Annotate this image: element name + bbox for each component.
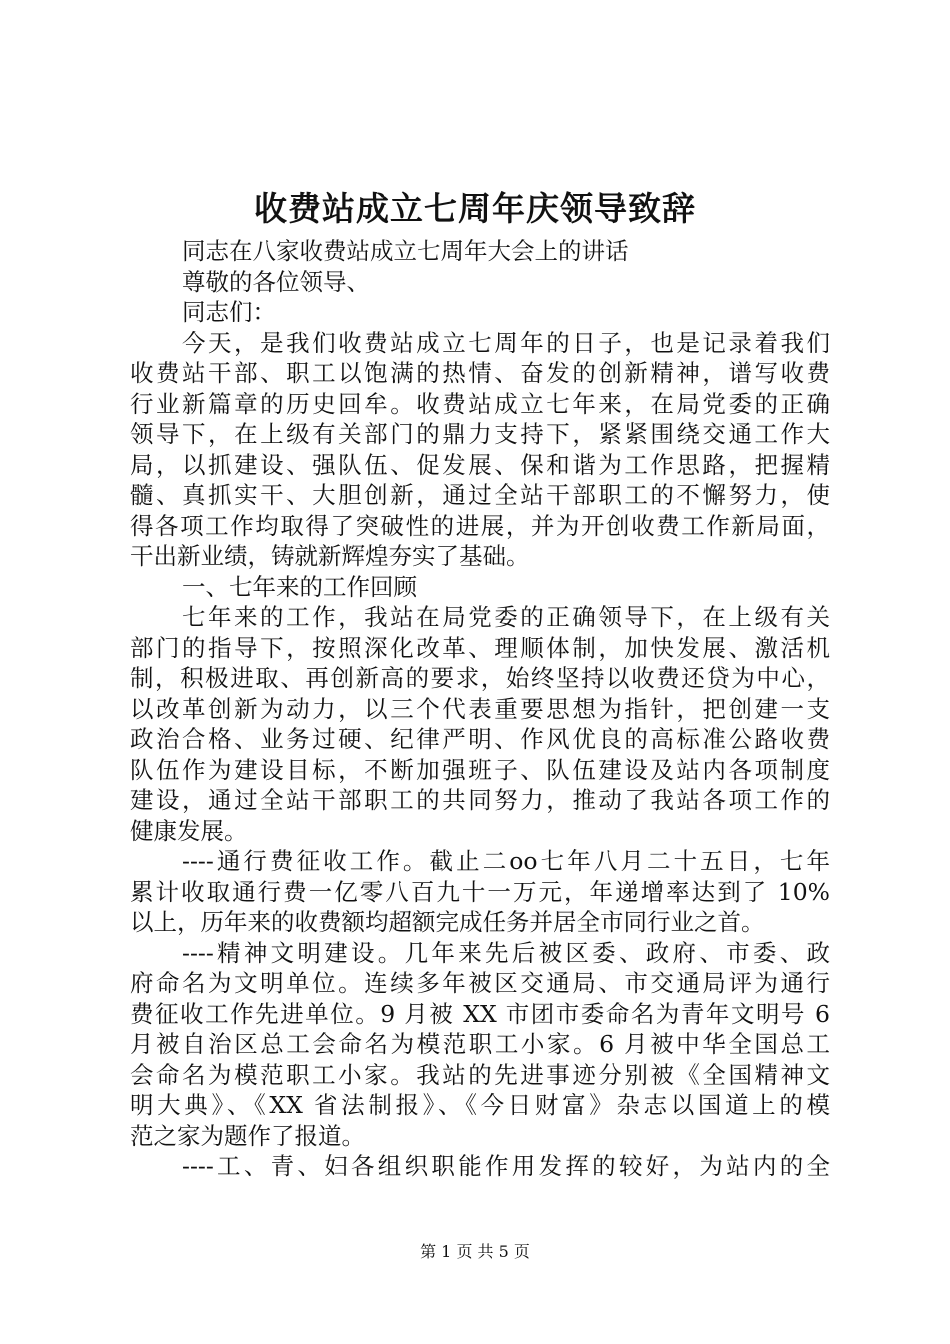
body-line: 以改革创新为动力，以三个代表重要思想为指针，把创建一支 [130, 694, 830, 723]
body-line: 累计收取通行费一亿零八百九十一万元，年递增率达到了 10% [130, 877, 830, 906]
body-line: 一、七年来的工作回顾 [182, 572, 417, 601]
body-line: 范之家为题作了报道。 [130, 1121, 365, 1150]
body-line: 尊敬的各位领导、 [182, 267, 370, 296]
body-line: 行业新篇章的历史回牟。收费站成立七年来，在局党委的正确 [130, 389, 830, 418]
body-line: 同志们： [182, 298, 276, 326]
document-body [130, 236, 830, 1182]
body-line: 部门的指导下，按照深化改革、理顺体制，加快发展、激活机 [130, 633, 830, 662]
body-line: ----通行费征收工作。截止二oo七年八月二十五日，七年 [182, 847, 830, 875]
body-line: 府命名为文明单位。连续多年被区交通局、市交通局评为通行 [130, 969, 830, 997]
body-line: 队伍作为建设目标，不断加强班子、队伍建设及站内各项制度 [130, 755, 830, 784]
body-line: 以上，历年来的收费额均超额完成任务并居全市同行业之首。 [130, 908, 765, 936]
body-line: 制，积极进取、再创新高的要求，始终坚持以收费还贷为中心， [130, 664, 830, 692]
body-line: 干出新业绩，铸就新辉煌夯实了基础。 [130, 542, 530, 570]
body-line: 政治合格、业务过硬、纪律严明、作风优良的高标准公路收费 [130, 725, 830, 753]
body-line: 会命名为模范职工小家。我站的先进事迹分别被《全国精神文 [130, 1060, 830, 1089]
body-line: ----精神文明建设。几年来先后被区委、政府、市委、政 [182, 938, 830, 967]
body-line: 健康发展。 [130, 816, 248, 845]
document-title: 收费站成立七周年庆领导致辞 [254, 189, 696, 228]
body-line: 髓、真抓实干、大胆创新，通过全站干部职工的不懈努力，使 [130, 481, 830, 509]
body-line: 建设，通过全站干部职工的共同努力，推动了我站各项工作的 [130, 786, 830, 814]
page-footer: 第 1 页 共 5 页 [420, 1242, 530, 1261]
body-line: 明大典》、《XX 省法制报》、《今日财富》杂志以国道上的模 [130, 1091, 830, 1119]
body-line: 收费站干部、职工以饱满的热情、奋发的创新精神，谱写收费 [130, 359, 830, 387]
body-line: ----工、青、妇各组织职能作用发挥的较好，为站内的全 [182, 1152, 830, 1180]
body-line: 费征收工作先进单位。9 月被 XX 市团市委命名为青年文明号 6 [130, 999, 830, 1028]
body-line: 月被自治区总工会命名为模范职工小家。6 月被中华全国总工 [130, 1030, 830, 1058]
body-line: 领导下，在上级有关部门的鼎力支持下，紧紧围绕交通工作大 [130, 420, 830, 448]
body-line: 局，以抓建设、强队伍、促发展、保和谐为工作思路，把握精 [130, 450, 830, 479]
body-line: 同志在八家收费站成立七周年大会上的讲话 [182, 237, 629, 265]
body-line: 今天，是我们收费站成立七周年的日子，也是记录着我们 [182, 328, 830, 357]
body-line: 得各项工作均取得了突破性的进展，并为开创收费工作新局面， [130, 511, 830, 540]
body-line: 七年来的工作，我站在局党委的正确领导下，在上级有关 [182, 603, 830, 631]
